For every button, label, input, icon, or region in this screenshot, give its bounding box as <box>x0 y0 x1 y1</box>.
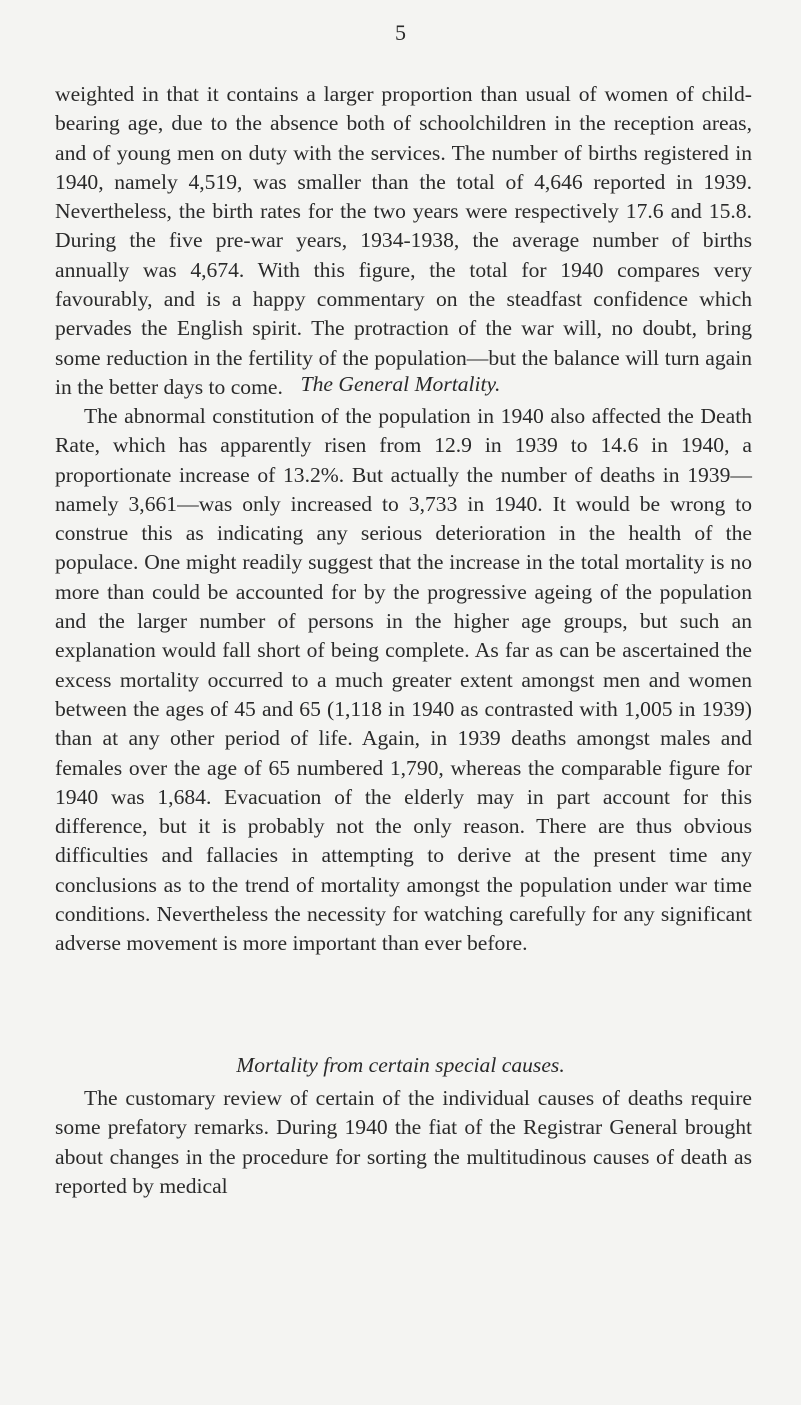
paragraph-births-text: weighted in that it contains a larger proportion than usual of women of child-bearing age, due to the absence both of schoolchildren in the reception areas, and of young men on duty with the services. The number of births registered in 1940, namely 4,519, was smaller than the total of 4,646 reported in 1939. Nevertheless, the birth rates for the two years were respectively 17.6 and 15.8. During the five pre-war years, 1934-1938, the average number of births annually was 4,674. With this figure, the total for 1940 compares very favourably, and is a happy commentary on the steadfast confidence which pervades the English spirit. The protraction of the war will, no doubt, bring some reduction in the fertility of the population—but the balance will turn again in the better days to come. <box>55 82 752 399</box>
page-number: 5 <box>395 20 406 45</box>
heading-special-causes: Mortality from certain special causes. <box>236 1053 565 1077</box>
paragraph-births <box>55 80 752 402</box>
paragraph-special-causes-text: The customary review of certain of the individual causes of deaths require some prefatory remarks. During 1940 the fiat of the Registrar General brought about changes in the procedure for sorting the multitudinous causes of death as reported by medical <box>55 1086 752 1198</box>
paragraph-general-mortality-text: The abnormal constitution of the population in 1940 also affected the Death Rate, which has apparently risen from 12.9 in 1939 to 14.6 in 1940, a proportionate increase of 13.2%. But actually the number of deaths in 1939—namely 3,661—was only increased to 3,733 in 1940. It would be wrong to construe this as indicating any serious deterioration in the health of the populace. One might readily suggest that the increase in the total mortality is no more than could be accounted for by the progressive ageing of the population and the larger number of persons in the higher age groups, but such an explanation would fall short of being complete. As far as can be ascertained the excess mortality occurred to a much greater extent amongst men and women between the ages of 45 and 65 (1,118 in 1940 as contrasted with 1,005 in 1939) than at any other period of life. Again, in 1939 deaths amongst males and females over the age of 65 numbered 1,790, whereas the comparable figure for 1940 was 1,684. Evacuation of the elderly may in part account for this difference, but it is probably not the only reason. There are thus obvious difficulties and fallacies in attempting to derive at the present time any conclusions as to the trend of mortality amongst the population under war time conditions. Nevertheless the necessity for watching carefully for any significant adverse movement is more important than ever before. <box>55 404 752 956</box>
paragraph-special-causes <box>55 1084 752 1201</box>
heading-general-mortality: The General Mortality. <box>300 372 501 396</box>
paragraph-general-mortality <box>55 402 752 959</box>
